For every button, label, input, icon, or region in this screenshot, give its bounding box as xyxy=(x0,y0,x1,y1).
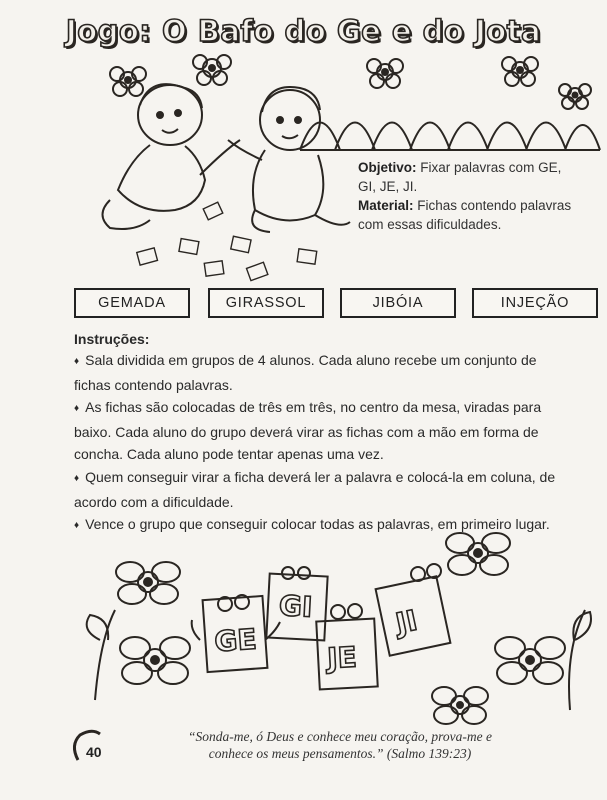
instruction-line: baixo. Cada aluno do grupo deverá virar as fichas com a mão em forma de xyxy=(74,423,539,440)
garden-arches xyxy=(300,123,600,151)
bullet-icon: ♦ xyxy=(74,356,80,367)
word-box: GEMADA xyxy=(74,288,190,318)
card-label: JE xyxy=(326,640,358,676)
instructions xyxy=(74,329,600,538)
word-list xyxy=(74,288,604,322)
material xyxy=(358,196,604,234)
quote-line: “Sonda-me, ó Deus e conhece meu coração, prova-me e xyxy=(188,729,492,744)
flower-icon xyxy=(502,57,538,86)
page-title: Jogo: O Bafo do Ge e do Jota xyxy=(65,14,542,48)
material-text: Fichas contendo palavras xyxy=(417,198,572,213)
objective-text-2: GI, JE, JI. xyxy=(358,179,418,194)
bullet-icon: ♦ xyxy=(74,403,80,415)
word-box: GIRASSOL xyxy=(208,288,324,318)
word-box: INJEÇÃO xyxy=(472,288,598,318)
instruction-line: ♦ Vence o grupo que conseguir colocar todas as palavras, em primeiro lugar. xyxy=(74,516,550,533)
material-text-2: com essas dificuldades. xyxy=(358,217,502,232)
word-box: JIBÓIA xyxy=(340,288,456,318)
instruction-line: concha. Cada aluno pode tentar apenas uma vez. xyxy=(74,446,384,463)
flower-icon xyxy=(110,67,146,96)
instruction-line: acordo com a dificuldade. xyxy=(74,493,234,510)
flower-icon xyxy=(446,533,510,575)
bible-quote xyxy=(150,728,530,762)
objective-label: Objetivo: xyxy=(358,160,417,175)
objective-material-block xyxy=(358,158,604,234)
instruction-line: ♦ Sala dividida em grupos de 4 alunos. Cada aluno recebe um conjunto de xyxy=(74,352,537,368)
flower-icon xyxy=(367,59,403,88)
instruction-line: ♦ As fichas são colocadas de três em três, no centro da mesa, viradas para xyxy=(74,399,542,416)
flower-icon xyxy=(495,637,565,684)
flower-icon xyxy=(116,562,180,604)
card-label: JI xyxy=(392,603,421,641)
bullet-icon: ♦ xyxy=(74,520,80,532)
flower-icon xyxy=(432,687,488,724)
flower-icon xyxy=(193,55,231,85)
boy-character xyxy=(228,87,350,232)
instruction-line: ♦ Quem conseguir virar a ficha deverá ler a palavra e colocá-la em coluna, de xyxy=(74,468,556,485)
material-label: Material: xyxy=(358,198,414,213)
instructions-heading: Instruções: xyxy=(74,331,150,347)
card-label: GE xyxy=(213,622,258,659)
bullet-icon: ♦ xyxy=(74,472,80,484)
flower-icon xyxy=(120,637,190,684)
bottom-illustration xyxy=(87,533,591,724)
objective-text: Fixar palavras com GE, xyxy=(420,160,562,175)
card-label: GI xyxy=(278,589,314,624)
quote-line: conhece os meus pensamentos.” (Salmo 139:23) xyxy=(208,746,472,761)
scattered-cards xyxy=(137,202,317,280)
objective xyxy=(358,158,604,196)
flower-icon xyxy=(559,84,591,109)
instruction-line: fichas contendo palavras. xyxy=(74,376,233,393)
page-number: 40 xyxy=(86,744,102,760)
